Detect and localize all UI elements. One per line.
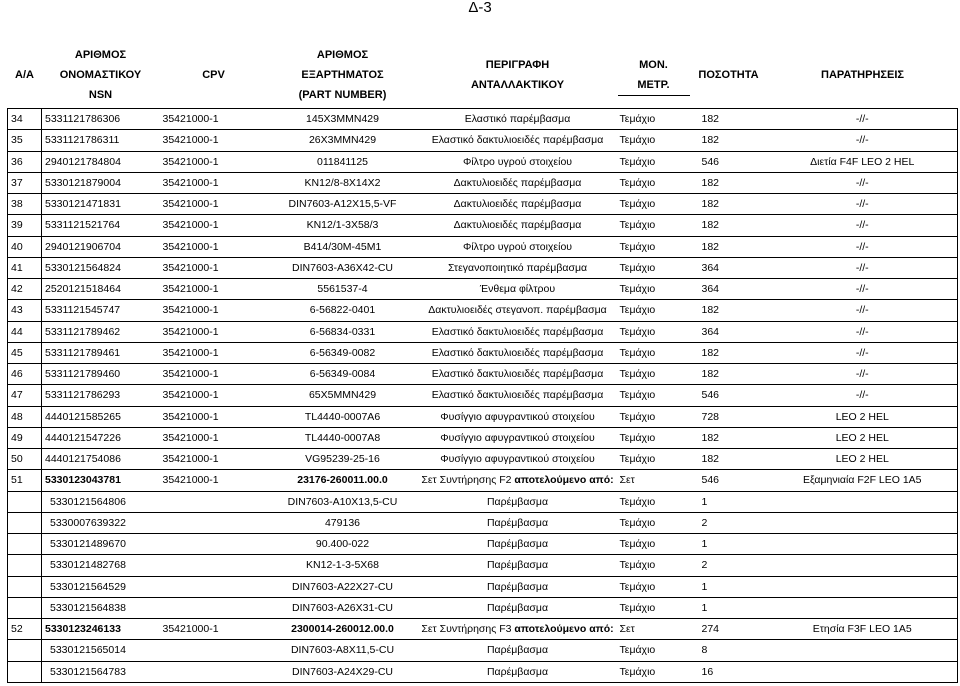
cell-qty: 182 [690,172,768,193]
cell-nsn: 4440121754086 [42,449,160,470]
cell-desc: Φυσίγγιο αφυγραντικού στοιχείου [418,406,618,427]
cell-aa: 38 [8,194,42,215]
table-row [8,470,958,491]
cell-unit: Τεμάχιο [618,109,690,130]
cell-desc: Παρέμβασμα [418,534,618,555]
cell-pn: 26X3MMN429 [268,130,418,151]
cell-unit: Σετ [618,470,690,491]
cell-unit: Τεμάχιο [618,661,690,682]
cell-unit: Τεμάχιο [618,364,690,385]
cell-nsn: 4440121547226 [42,427,160,448]
header-notes-line: ΠΑΡΑΤΗΡΗΣΕΙΣ [821,69,904,81]
cell-cpv: 35421000-1 [160,427,268,448]
cell-qty: 364 [690,257,768,278]
cell-desc: Δακτυλιοειδές στεγανοπ. παρέμβασμα [418,300,618,321]
cell-pn: DIN7603-A26X31-CU [268,597,418,618]
cell-cpv: 35421000-1 [160,300,268,321]
cell-nsn: 5330007639322 [42,512,160,533]
cell-qty: 182 [690,194,768,215]
header-unit [618,42,690,109]
cell-unit: Τεμάχιο [618,491,690,512]
table-row [8,385,958,406]
cell-notes: -//- [768,385,958,406]
cell-nsn: 5330121565014 [42,640,160,661]
cell-nsn: 2940121784804 [42,151,160,172]
cell-desc: Φυσίγγιο αφυγραντικού στοιχείου [418,449,618,470]
header-description-line: ΑΝΤΑΛΛΑΚΤΙΚΟΥ [470,79,565,91]
cell-unit: Τεμάχιο [618,236,690,257]
cell-cpv: 35421000-1 [160,236,268,257]
table-row [8,555,958,576]
cell-desc: Παρέμβασμα [418,555,618,576]
cell-pn: TL4440-0007A6 [268,406,418,427]
cell-notes: -//- [768,364,958,385]
cell-qty: 2 [690,555,768,576]
cell-desc: Παρέμβασμα [418,661,618,682]
cell-notes [768,640,958,661]
cell-nsn: 5330123043781 [42,470,160,491]
cell-aa: 42 [8,279,42,300]
header-part-number-line: ΑΡΙΘΜΟΣ [316,49,369,61]
cell-unit: Τεμάχιο [618,257,690,278]
cell-nsn: 5330121564806 [42,491,160,512]
cell-pn: 23176-260011.00.0 [268,470,418,491]
cell-notes: -//- [768,257,958,278]
cell-cpv: 35421000-1 [160,364,268,385]
cell-desc: Φίλτρο υγρού στοιχείου [418,151,618,172]
cell-aa: 36 [8,151,42,172]
cell-notes: LEO 2 HEL [768,406,958,427]
cell-aa: 45 [8,342,42,363]
cell-desc: Ελαστικό δακτυλιοειδές παρέμβασμα [418,385,618,406]
cell-desc: Ένθεμα φίλτρου [418,279,618,300]
cell-aa: 44 [8,321,42,342]
cell-cpv: 35421000-1 [160,130,268,151]
header-notes [768,42,958,109]
cell-nsn: 5331121545747 [42,300,160,321]
table-row [8,300,958,321]
cell-notes: -//- [768,172,958,193]
cell-pn: 90.400-022 [268,534,418,555]
table-row [8,130,958,151]
cell-pn: TL4440-0007A8 [268,427,418,448]
table-row [8,449,958,470]
cell-qty: 1 [690,576,768,597]
table-row [8,576,958,597]
cell-desc: Φυσίγγιο αφυγραντικού στοιχείου [418,427,618,448]
table-row [8,236,958,257]
cell-pn: 479136 [268,512,418,533]
cell-nsn: 5330121489670 [42,534,160,555]
header-cpv [160,42,268,109]
cell-aa: 41 [8,257,42,278]
cell-cpv: 35421000-1 [160,470,268,491]
cell-unit: Τεμάχιο [618,279,690,300]
cell-notes [768,576,958,597]
cell-pn: 6-56349-0084 [268,364,418,385]
cell-nsn: 5330123246133 [42,619,160,640]
cell-nsn: 5331121786311 [42,130,160,151]
cell-cpv: 35421000-1 [160,342,268,363]
table-row [8,172,958,193]
cell-qty: 182 [690,215,768,236]
cell-notes: -//- [768,279,958,300]
cell-nsn: 5331121786293 [42,385,160,406]
table-body [8,109,958,683]
cell-nsn: 5330121482768 [42,555,160,576]
cell-qty: 364 [690,279,768,300]
cell-cpv: 35421000-1 [160,194,268,215]
cell-aa: 43 [8,300,42,321]
cell-unit: Τεμάχιο [618,321,690,342]
cell-pn: B414/30M-45M1 [268,236,418,257]
cell-nsn: 5331121789462 [42,321,160,342]
cell-cpv [160,491,268,512]
cell-aa: 47 [8,385,42,406]
cell-pn: DIN7603-A8X11,5-CU [268,640,418,661]
cell-unit: Τεμάχιο [618,427,690,448]
cell-pn: 5561537-4 [268,279,418,300]
cell-cpv: 35421000-1 [160,109,268,130]
cell-desc: Δακτυλιοειδές παρέμβασμα [418,194,618,215]
header-cpv-line: CPV [202,69,225,81]
cell-notes [768,597,958,618]
header-aa [8,42,42,109]
cell-unit: Τεμάχιο [618,342,690,363]
cell-pn: DIN7603-A22X27-CU [268,576,418,597]
cell-qty: 728 [690,406,768,427]
cell-aa [8,534,42,555]
cell-desc: Στεγανοποιητικό παρέμβασμα [418,257,618,278]
header-description [418,42,618,109]
cell-nsn: 5330121471831 [42,194,160,215]
header-quantity-line: ΠΟΣΟΤΗΤΑ [698,69,759,81]
cell-pn: 65X5MMN429 [268,385,418,406]
cell-pn: KN12/1-3X58/3 [268,215,418,236]
cell-unit: Τεμάχιο [618,215,690,236]
cell-desc [418,470,618,491]
cell-qty: 1 [690,597,768,618]
cell-qty: 546 [690,151,768,172]
cell-desc: Παρέμβασμα [418,491,618,512]
page-number: Δ-3 [468,0,492,16]
cell-qty: 364 [690,321,768,342]
cell-qty: 2 [690,512,768,533]
cell-desc [418,619,618,640]
table-row [8,151,958,172]
cell-pn: 2300014-260012.00.0 [268,619,418,640]
cell-desc: Ελαστικό δακτυλιοειδές παρέμβασμα [418,364,618,385]
cell-qty: 1 [690,534,768,555]
cell-qty: 182 [690,342,768,363]
cell-cpv: 35421000-1 [160,151,268,172]
cell-pn: 6-56834-0331 [268,321,418,342]
cell-aa [8,597,42,618]
cell-qty: 1 [690,491,768,512]
cell-notes: LEO 2 HEL [768,427,958,448]
table-row [8,640,958,661]
cell-notes [768,512,958,533]
cell-notes: -//- [768,321,958,342]
cell-desc: Δακτυλιοειδές παρέμβασμα [418,215,618,236]
cell-nsn: 2940121906704 [42,236,160,257]
cell-unit: Τεμάχιο [618,194,690,215]
header-nsn-line: ΟΝΟΜΑΣΤΙΚΟΥ [59,69,142,81]
cell-notes: LEO 2 HEL [768,449,958,470]
table-row [8,427,958,448]
cell-pn: 6-56822-0401 [268,300,418,321]
cell-aa: 37 [8,172,42,193]
cell-aa [8,640,42,661]
set-description: Σετ Συντήρησης F3 [421,623,515,636]
cell-qty: 182 [690,300,768,321]
cell-aa: 49 [8,427,42,448]
cell-nsn: 5330121564783 [42,661,160,682]
cell-cpv [160,640,268,661]
set-description: Σετ Συντήρησης F2 [421,474,515,487]
header-part-number-line: ΕΞΑΡΤΗΜΑΤΟΣ [301,69,384,81]
header-unit-line: ΜΕΤΡ. [618,75,690,96]
cell-cpv: 35421000-1 [160,279,268,300]
cell-nsn: 5331121521764 [42,215,160,236]
cell-pn: KN12/8-8X14X2 [268,172,418,193]
cell-aa [8,555,42,576]
table-row [8,215,958,236]
cell-qty: 16 [690,661,768,682]
cell-cpv [160,597,268,618]
parts-table [7,42,958,683]
cell-unit: Τεμάχιο [618,130,690,151]
cell-notes [768,661,958,682]
cell-qty: 546 [690,470,768,491]
cell-desc: Ελαστικό δακτυλιοειδές παρέμβασμα [418,130,618,151]
cell-desc: Ελαστικό δακτυλιοειδές παρέμβασμα [418,321,618,342]
cell-desc: Ελαστικό παρέμβασμα [418,109,618,130]
cell-pn: 011841125 [268,151,418,172]
cell-aa: 46 [8,364,42,385]
cell-nsn: 5331121789460 [42,364,160,385]
header-quantity [690,42,768,109]
cell-cpv: 35421000-1 [160,257,268,278]
cell-qty: 182 [690,427,768,448]
cell-cpv: 35421000-1 [160,619,268,640]
header-aa-line: Α/Α [15,69,34,81]
cell-unit: Τεμάχιο [618,576,690,597]
cell-notes: -//- [768,236,958,257]
cell-unit: Σετ [618,619,690,640]
cell-desc: Παρέμβασμα [418,597,618,618]
cell-cpv: 35421000-1 [160,172,268,193]
cell-qty: 182 [690,109,768,130]
cell-cpv [160,555,268,576]
cell-aa: 34 [8,109,42,130]
cell-unit: Τεμάχιο [618,534,690,555]
cell-notes: -//- [768,109,958,130]
cell-unit: Τεμάχιο [618,385,690,406]
cell-cpv [160,661,268,682]
cell-cpv: 35421000-1 [160,406,268,427]
cell-pn: KN12-1-3-5X68 [268,555,418,576]
cell-pn: 145X3MMN429 [268,109,418,130]
cell-desc: Φίλτρο υγρού στοιχείου [418,236,618,257]
cell-desc: Δακτυλιοειδές παρέμβασμα [418,172,618,193]
cell-qty: 182 [690,130,768,151]
cell-notes [768,491,958,512]
cell-pn: DIN7603-A36X42-CU [268,257,418,278]
table-row [8,321,958,342]
header-nsn [42,42,160,109]
cell-notes [768,555,958,576]
header-part-number-line: (PART NUMBER) [298,89,387,101]
cell-nsn: 5330121564838 [42,597,160,618]
cell-aa: 51 [8,470,42,491]
cell-aa: 48 [8,406,42,427]
cell-cpv: 35421000-1 [160,385,268,406]
cell-unit: Τεμάχιο [618,300,690,321]
cell-unit: Τεμάχιο [618,151,690,172]
table-row [8,279,958,300]
cell-unit: Τεμάχιο [618,512,690,533]
cell-cpv: 35421000-1 [160,449,268,470]
cell-aa: 52 [8,619,42,640]
cell-nsn: 4440121585265 [42,406,160,427]
cell-aa [8,661,42,682]
table-row [8,194,958,215]
cell-desc: Παρέμβασμα [418,512,618,533]
header-nsn-line: ΑΡΙΘΜΟΣ [74,49,127,61]
cell-aa: 50 [8,449,42,470]
cell-cpv [160,512,268,533]
cell-nsn: 5331121789461 [42,342,160,363]
cell-aa: 35 [8,130,42,151]
table-row [8,364,958,385]
table-row [8,534,958,555]
cell-aa: 39 [8,215,42,236]
cell-pn: DIN7603-A10X13,5-CU [268,491,418,512]
table-row [8,512,958,533]
cell-notes: -//- [768,130,958,151]
cell-nsn: 5330121564529 [42,576,160,597]
cell-unit: Τεμάχιο [618,597,690,618]
cell-desc: Ελαστικό δακτυλιοειδές παρέμβασμα [418,342,618,363]
table-row [8,491,958,512]
cell-nsn: 5330121564824 [42,257,160,278]
table-row [8,257,958,278]
cell-qty: 8 [690,640,768,661]
cell-aa: 40 [8,236,42,257]
cell-pn: DIN7603-A24X29-CU [268,661,418,682]
table-row [8,661,958,682]
cell-aa [8,491,42,512]
cell-pn: 6-56349-0082 [268,342,418,363]
table-row [8,342,958,363]
cell-unit: Τεμάχιο [618,172,690,193]
cell-aa [8,576,42,597]
set-description-suffix: αποτελούμενο από: [514,623,614,636]
cell-unit: Τεμάχιο [618,555,690,576]
cell-qty: 274 [690,619,768,640]
cell-notes: -//- [768,300,958,321]
cell-unit: Τεμάχιο [618,640,690,661]
table-row [8,619,958,640]
cell-desc: Παρέμβασμα [418,576,618,597]
cell-unit: Τεμάχιο [618,406,690,427]
header-part-number [268,42,418,109]
table-row [8,597,958,618]
cell-aa [8,512,42,533]
cell-qty: 182 [690,449,768,470]
cell-notes: Διετία F4F LEO 2 HEL [768,151,958,172]
cell-qty: 182 [690,364,768,385]
cell-cpv [160,534,268,555]
cell-pn: DIN7603-A12X15,5-VF [268,194,418,215]
table-row [8,406,958,427]
cell-nsn: 5331121786306 [42,109,160,130]
cell-cpv: 35421000-1 [160,215,268,236]
table-row [8,109,958,130]
cell-cpv [160,576,268,597]
cell-pn: VG95239-25-16 [268,449,418,470]
set-description-suffix: αποτελούμενο από: [514,474,614,487]
cell-qty: 546 [690,385,768,406]
cell-notes: Εξαμηνιαία F2F LEO 1A5 [768,470,958,491]
header-unit-line: ΜΟΝ. [639,58,668,71]
cell-unit: Τεμάχιο [618,449,690,470]
cell-notes: -//- [768,194,958,215]
cell-notes: Ετησία F3F LEO 1A5 [768,619,958,640]
cell-notes [768,534,958,555]
cell-nsn: 2520121518464 [42,279,160,300]
cell-desc: Παρέμβασμα [418,640,618,661]
table-header [8,42,958,109]
cell-notes: -//- [768,215,958,236]
cell-nsn: 5330121879004 [42,172,160,193]
header-description-line: ΠΕΡΙΓΡΑΦΗ [485,59,550,71]
header-nsn-line: NSN [88,89,113,101]
cell-qty: 182 [690,236,768,257]
cell-cpv: 35421000-1 [160,321,268,342]
cell-notes: -//- [768,342,958,363]
